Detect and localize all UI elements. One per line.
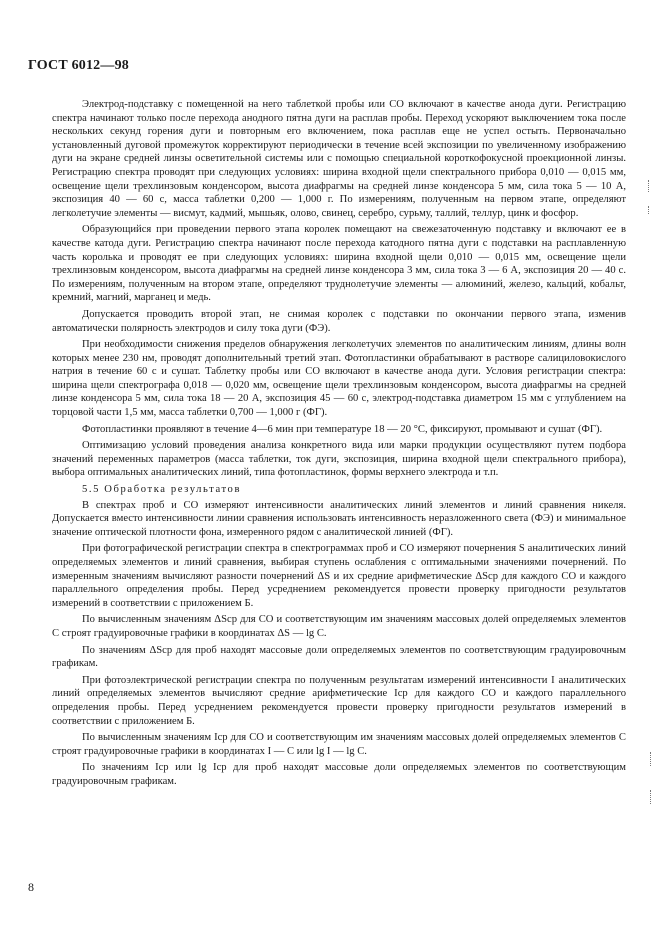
page-number: 8 xyxy=(28,880,34,894)
paragraph-sample-delta-s: По значениям ΔSср для проб находят массовые доли определяемых элементов по соответствующим градуировочным графикам. xyxy=(52,644,626,670)
paragraph-intensity: В спектрах проб и СО измеряют интенсивности аналитических линий элементов и линий сравнения никеля. Допускается вместо интенсивности линии сравнения использовать интенсивность неразложенного света (ФЭ) и минимальное значение оптической плотности фона, измеренного рядом с аналитической линией (ФГ). xyxy=(52,499,626,538)
paragraph-optimization: Оптимизацию условий проведения анализа конкретного вида или марки продукции осуществляют путем подбора значений переменных параметров (масса таблетки, ток дуги, экспозиция, ширина входной щели спектрального прибора), выбора оптимальных аналитических линий, типа фотопластинок, формы верхнего электрода и т.п. xyxy=(52,440,626,479)
margin-mark xyxy=(648,206,651,214)
paragraph-photoelectric: При фотоэлектрической регистрации спектра по полученным результатам измерений интенсивности I аналитических линий определяемых элементов вычисляют средние арифметические Iср для каждого СО и каждого параллельного определения пробы. Перед усреднением рекомендуется провести проверку пригодности результатов измерений в соответствии с приложением Б. xyxy=(52,674,626,727)
paragraph-electrode-anode: Электрод-подставку с помещенной на него таблеткой пробы или СО включают в качестве анода дуги. Регистрацию спектра начинают только после перехода анодного пятна дуги на расплав пробы. Переход ускоряют выключением тока после нескольких секунд горения дуги и повторным его включением, пока расплав еще не успел остыть. Первоначально установленный дуговой промежуток корректируют периодически в течение всей экспозиции по увеличенному изображению дуги на экране средней линзы осветительной системы или с помощью специальной короткофокусной проекционной линзы. Регистрацию спектра проводят при следующих условиях: ширина входной щели спектрального прибора 0,010 — 0,015 мм, освещение щели трехлинзовым конденсором, высота диафрагмы на средней линзе конденсора 5 мм, сила тока 5 — 10 А, экспозиция 40 — 60 с, масса таблетки 0,200 — 1,000 г. По измерениям, полученным на первом этапе, определяют легколетучие элементы — висмут, кадмий, мышьяк, олово, свинец, серебро, сурьму, таллий, теллур, цинк и фосфор. xyxy=(52,99,626,219)
paragraph-sample-intensity: По значениям Iср или lg Iср для проб находят массовые доли определяемых элементов по соответствующим градуировочным графикам. xyxy=(52,762,626,787)
paragraph-photographic: При фотографической регистрации спектра в спектрограммах проб и СО измеряют почернения S аналитических линий определяемых элементов и линий сравнения, выбирая ступень ослабления с оптимальными значениями почернений. По измеренным значениям вычисляют разности почернений ΔS и их средние арифметические ΔSср для каждого СО и каждого параллельного определения пробы. Перед усреднением рекомендуется провести проверку пригодности результатов измерений в соответствии с приложением Б. xyxy=(52,543,626,609)
margin-mark xyxy=(650,752,653,766)
paragraph-third-stage: При необходимости снижения пределов обнаружения легколетучих элементов по аналитическим линиям, длины волн которых менее 230 нм, проводят дополнительный третий этап. Фотопластинки обрабатывают в растворе салициловокислого натрия в течение 60 с и сушат. Таблетку пробы или СО включают в качестве анода дуги. Условия регистрации спектра: ширина щели спектрографа 0,018 — 0,020 мм, освещение щели трехлинзовым конденсором, высота диафрагмы на средней линзе конденсора 5 мм, сила тока 18 — 20 А, экспозиция 45 — 60 с, электрод-подставка диаметром 15 мм с углублением на торцовой части 1,5 мм, масса таблетки 0,700 — 1,000 г (ФГ). xyxy=(52,339,626,419)
paragraph-second-stage: Допускается проводить второй этап, не снимая королек с подставки по окончании первого этапа, изменив автоматически полярность электродов и силу тока дуги (ФЭ). xyxy=(52,308,626,334)
document-body xyxy=(52,98,626,792)
margin-mark xyxy=(650,790,653,804)
paragraph-development: Фотопластинки проявляют в течение 4—6 мин при температуре 18 — 20 °С, фиксируют, промывают и сушат (ФГ). xyxy=(82,423,603,435)
section-heading: 5.5 Обработка результатов xyxy=(82,484,242,496)
paragraph-graph-intensity: По вычисленным значениям Iср для СО и соответствующим им значениям массовых долей определяемых элементов C строят градуировочные графики в координатах I — C или lg I — lg C. xyxy=(52,732,626,757)
paragraph-korolek-cathode: Образующийся при проведении первого этапа королек помещают на свежезаточенную подставку и включают ее в качестве катода дуги. Регистрацию спектра начинают после перехода катодного пятна дуги с подставки на расплавленную часть королька и проводят ее при следующих условиях: ширина входной щели 0,010 — 0,015 мм, освещение щели трехлинзовым конденсором, высота диафрагмы на средней линзе конденсора 3 мм, сила тока 3 — 6 А, экспозиция 20 — 40 с. По измерениям, полученным на втором этапе, определяют труднолетучие элементы — алюминий, железо, кальций, кобальт, кремний, магний, марганец и медь. xyxy=(52,224,626,304)
standard-title: ГОСТ 6012—98 xyxy=(28,58,129,73)
margin-mark xyxy=(648,180,651,192)
paragraph-graph-delta-s: По вычисленным значениям ΔSср для СО и соответствующим им значениям массовых долей определяемых элементов C строят градуировочные графики в координатах ΔS — lg C. xyxy=(52,614,626,639)
